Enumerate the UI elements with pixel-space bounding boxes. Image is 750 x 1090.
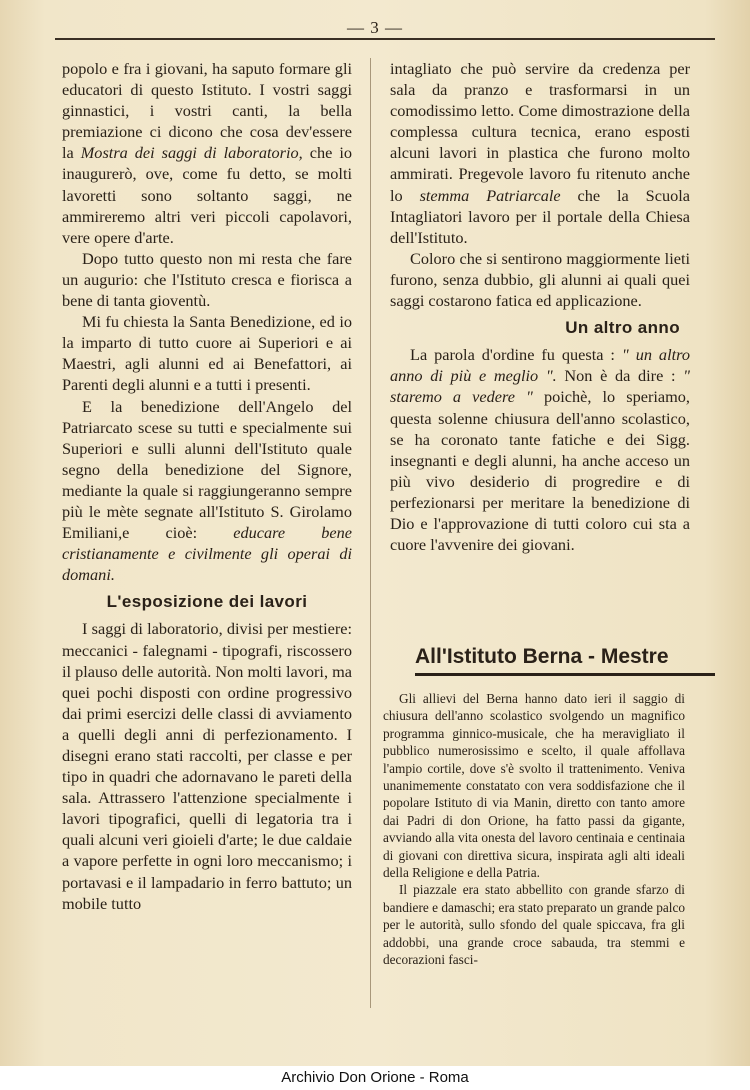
right-column (390, 58, 690, 555)
right-paragraph: intagliato che può servire da credenza per sala da pranzo e trasformarsi in un comodissimo letto. Come dimostrazione della complessa cultura tecnica, erano esposti alcuni lavori in plastica che furono molto ammirati. Pregevole lavoro fu ritenuto anche lo stemma Patriarcale che la Scuola Intagliatori lavoro per il portale della Chiesa dell'Istituto. (390, 59, 690, 247)
left-paragraph: E la benedizione dell'Angelo del Patriarcato scese su tutti e specialmente sui Superiori e sulli alunni dell'Istituto quale segno della benedizione del Signore, mediante la quale si raggiungeranno sempre più le mète segnate all'Istituto S. Girolamo Emiliani,e cioè: educare bene cristianamente e civilmente gli operai di domani. (62, 396, 353, 585)
left-paragraph: I saggi di laboratorio, divisi per mestiere: meccanici - falegnami - tipografi, riscossero il plauso delle autorità. Non molti lavori, ma quei pochi disposti con ordine progressivo dai primi esercizi delle classi di avviamento a quelli degli anni di perfezionamento. I disegni erano stati raccolti, per classe e per tipo in quadri che adornavano le pareti della sala. Attrassero l'attenzione specialmente i lavori tipografici, quelli di legatoria tra i quali alcuni veri gioieli d'arte; le due caldaie a vapore perfette in ogni loro meccanismo; i portavasi e il lampadario in ferro battuto; un mobile tutto (62, 619, 352, 913)
column-divider (370, 58, 371, 1008)
header-rule (55, 38, 715, 40)
section-heading: Un altro anno (565, 318, 680, 338)
left-column (62, 58, 352, 914)
article-paragraph: Gli allievi del Berna hanno dato ieri il saggio di chiusura dell'anno scolastico svolgendo un magnifico programma ginnico-musicale, che ha meravigliato il pubblico numerosissimo e scelto, il quale affollava l'ampio cortile, dove s'è svolto il trattenimento. Veniva unanimemente constatato con vera soddisfazione che il popolare Istituto di via Manin, diretto con tanto amore dai Padri di don Orione, ha fatto passi da gigante, avviando alla vita onesta del lavoro centinaia e centinaia di giovani con direttiva sicura, inspirata agli alti ideali della Religione e della Patria. (383, 691, 685, 881)
section-heading: L'esposizione dei lavori (106, 592, 308, 612)
left-paragraph: popolo e fra i giovani, ha saputo formare gli educatori di questo Istituto. I vostri saggi ginnastici, i vostri canti, la bella premiazione ci dicono che cosa dev'essere la Mostra dei saggi di laboratorio, che io inaugurerò, ove, come fu detto, se molti lavoretti sono soltanto saggi, ne ammireremo altri veri piccoli capolavori, vere opere d'arte. (62, 59, 352, 247)
article-title: All'Istituto Berna - Mestre (415, 645, 669, 668)
right-paragraph: Coloro che si sentirono maggiormente lieti furono, senza dubbio, gli alunni ai quali quei saggi costarono fatica ed applicazione. (390, 248, 690, 311)
left-paragraph: Mi fu chiesta la Santa Benedizione, ed io la imparto di tutto cuore ai Superiori e ai Maestri, agli alunni ed ai Benefattori, ai Parenti degli alunni e a tutti i presenti. (62, 312, 352, 395)
left-paragraph: Dopo tutto questo non mi resta che fare un augurio: che l'Istituto cresca e fiorisca a bene di tanta gioventù. (62, 248, 352, 311)
article-paragraph: Il piazzale era stato abbellito con grande sfarzo di bandiere e damaschi; era stato preparato un grande palco per le autorità, sullo sfondo del quale spiccava, fra gli addobbi, una grande croce sabauda, tra stemmi e decorazioni fasci- (383, 882, 685, 968)
page-number: — 3 — (347, 18, 403, 37)
archive-footer: Archivio Don Orione - Roma (0, 1066, 750, 1090)
right-paragraph: La parola d'ordine fu questa : " un altro anno di più e meglio ". Non è da dire : " staremo a vedere " poichè, lo speriamo, questa solenne chiusura dell'anno scolastico, se ha coronato tante fatiche e dei Sigg. insegnanti e degli alunni, ha anche acceso un più vivo desiderio di progredire e di perfezionarsi per meritare la benedizione di Dio e l'approvazione di tutti coloro cui sta a cuore l'avvenire dei giovani. (390, 345, 690, 555)
article-body (383, 690, 685, 969)
article-rule (415, 673, 715, 676)
